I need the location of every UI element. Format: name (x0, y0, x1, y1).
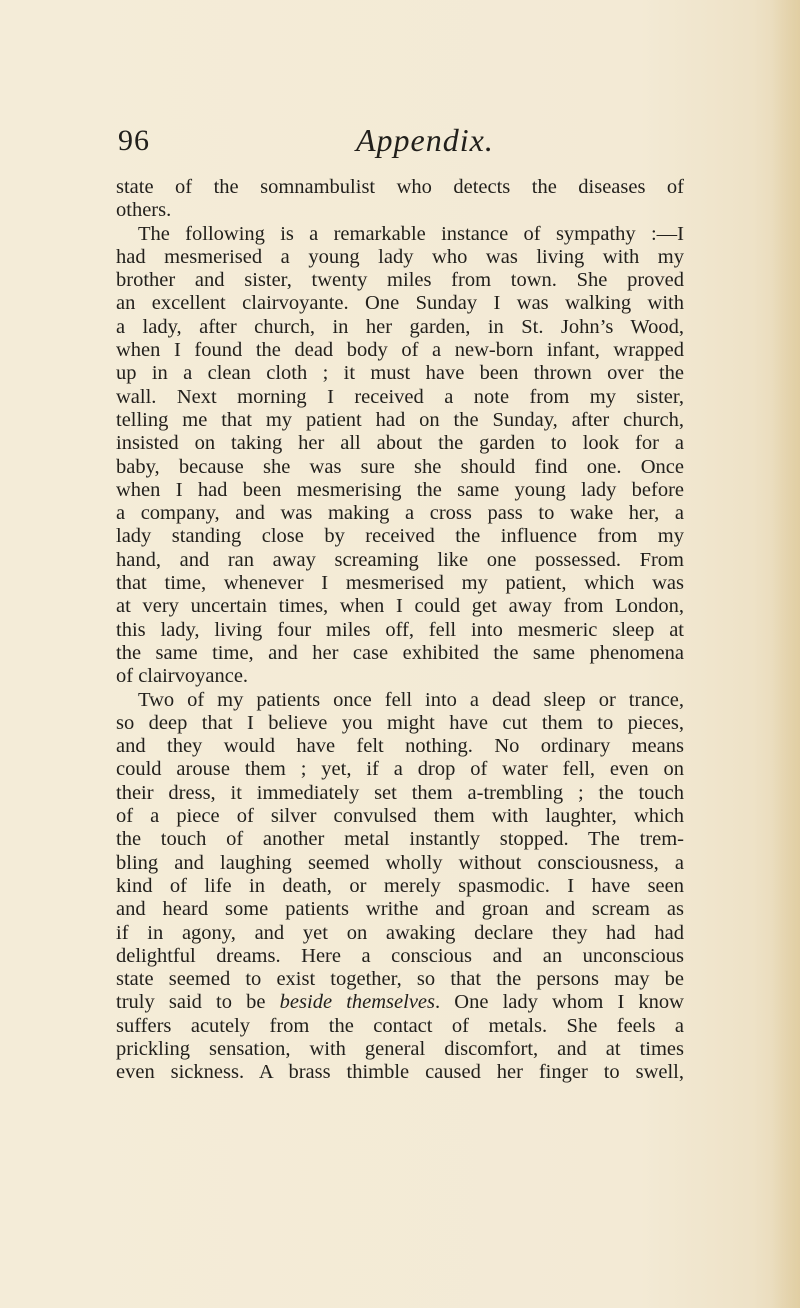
text-line: delightful dreams. Here a conscious and an unconscious (116, 944, 684, 967)
text-line: baby, because she was sure she should find one. Once (116, 455, 684, 478)
text-line: brother and sister, twenty miles from town. She proved (116, 269, 684, 292)
text-segment: truly said to be (116, 991, 280, 1014)
text-line: a company, and was making a cross pass to wake her, a (116, 502, 684, 525)
text-line: state of the somnambulist who detects the diseases of (116, 176, 684, 198)
text-line: so deep that I believe you might have cut them to pieces, (116, 711, 684, 734)
text-line: lady standing close by received the influence from my (116, 525, 684, 548)
italic-phrase: beside themselves (279, 991, 435, 1014)
text-line: if in agony, and yet on awaking declare they had had (116, 921, 684, 944)
text-line: telling me that my patient had on the Sunday, after church, (116, 408, 684, 431)
text-line: and they would have felt nothing. No ordinary means (116, 735, 684, 758)
text-line: hand, and ran away screaming like one possessed. From (116, 548, 684, 571)
text-line: others. (116, 199, 172, 222)
page-edge-shadow (772, 0, 800, 1308)
text-line: insisted on taking her all about the garden to look for a (116, 432, 684, 455)
body-text (116, 176, 684, 1085)
text-line: when I found the dead body of a new-born infant, wrapped (116, 339, 684, 362)
text-line: when I had been mesmerising the same young lady before (116, 478, 684, 501)
text-line: and heard some patients writhe and groan and scream as (116, 898, 684, 921)
text-line: had mesmerised a young lady who was living with my (116, 245, 684, 268)
text-line: The following is a remarkable instance of sympathy :—I (138, 222, 684, 245)
text-line: up in a clean cloth ; it must have been thrown over the (116, 362, 684, 385)
text-line: wall. Next morning I received a note from my sister, (116, 385, 684, 408)
text-line: could arouse them ; yet, if a drop of water fell, even on (116, 758, 684, 781)
text-line: suffers acutely from the contact of metals. She feels a (116, 1014, 684, 1037)
text-segment: . One lady whom I know (435, 991, 684, 1014)
text-line-with-italic (116, 991, 684, 1014)
running-head: Appendix. (356, 122, 494, 158)
text-line: prickling sensation, with general discomfort, and at times (116, 1037, 684, 1060)
text-line: of clairvoyance. (116, 665, 249, 688)
page-number: 96 (118, 124, 150, 157)
text-line: the same time, and her case exhibited the same phenomena (116, 641, 684, 664)
text-line: their dress, it immediately set them a-trembling ; the touch (116, 781, 684, 804)
text-line: bling and laughing seemed wholly without consciousness, a (116, 851, 684, 874)
text-line: at very uncertain times, when I could get away from London, (116, 595, 684, 618)
text-line: even sickness. A brass thimble caused her finger to swell, (116, 1061, 684, 1084)
text-line: kind of life in death, or merely spasmodic. I have seen (116, 874, 684, 897)
text-line: Two of my patients once fell into a dead sleep or trance, (138, 688, 684, 711)
text-line: of a piece of silver convulsed them with laughter, which (116, 805, 684, 828)
text-line: this lady, living four miles off, fell into mesmeric sleep at (116, 618, 684, 641)
text-line: state seemed to exist together, so that the persons may be (116, 968, 684, 991)
text-line: a lady, after church, in her garden, in St. John’s Wood, (116, 315, 684, 338)
text-line: the touch of another metal instantly stopped. The trem- (116, 828, 684, 851)
text-line: that time, whenever I mesmerised my patient, which was (116, 572, 684, 595)
page-header (118, 124, 678, 168)
text-line: an excellent clairvoyante. One Sunday I was walking with (116, 292, 684, 315)
